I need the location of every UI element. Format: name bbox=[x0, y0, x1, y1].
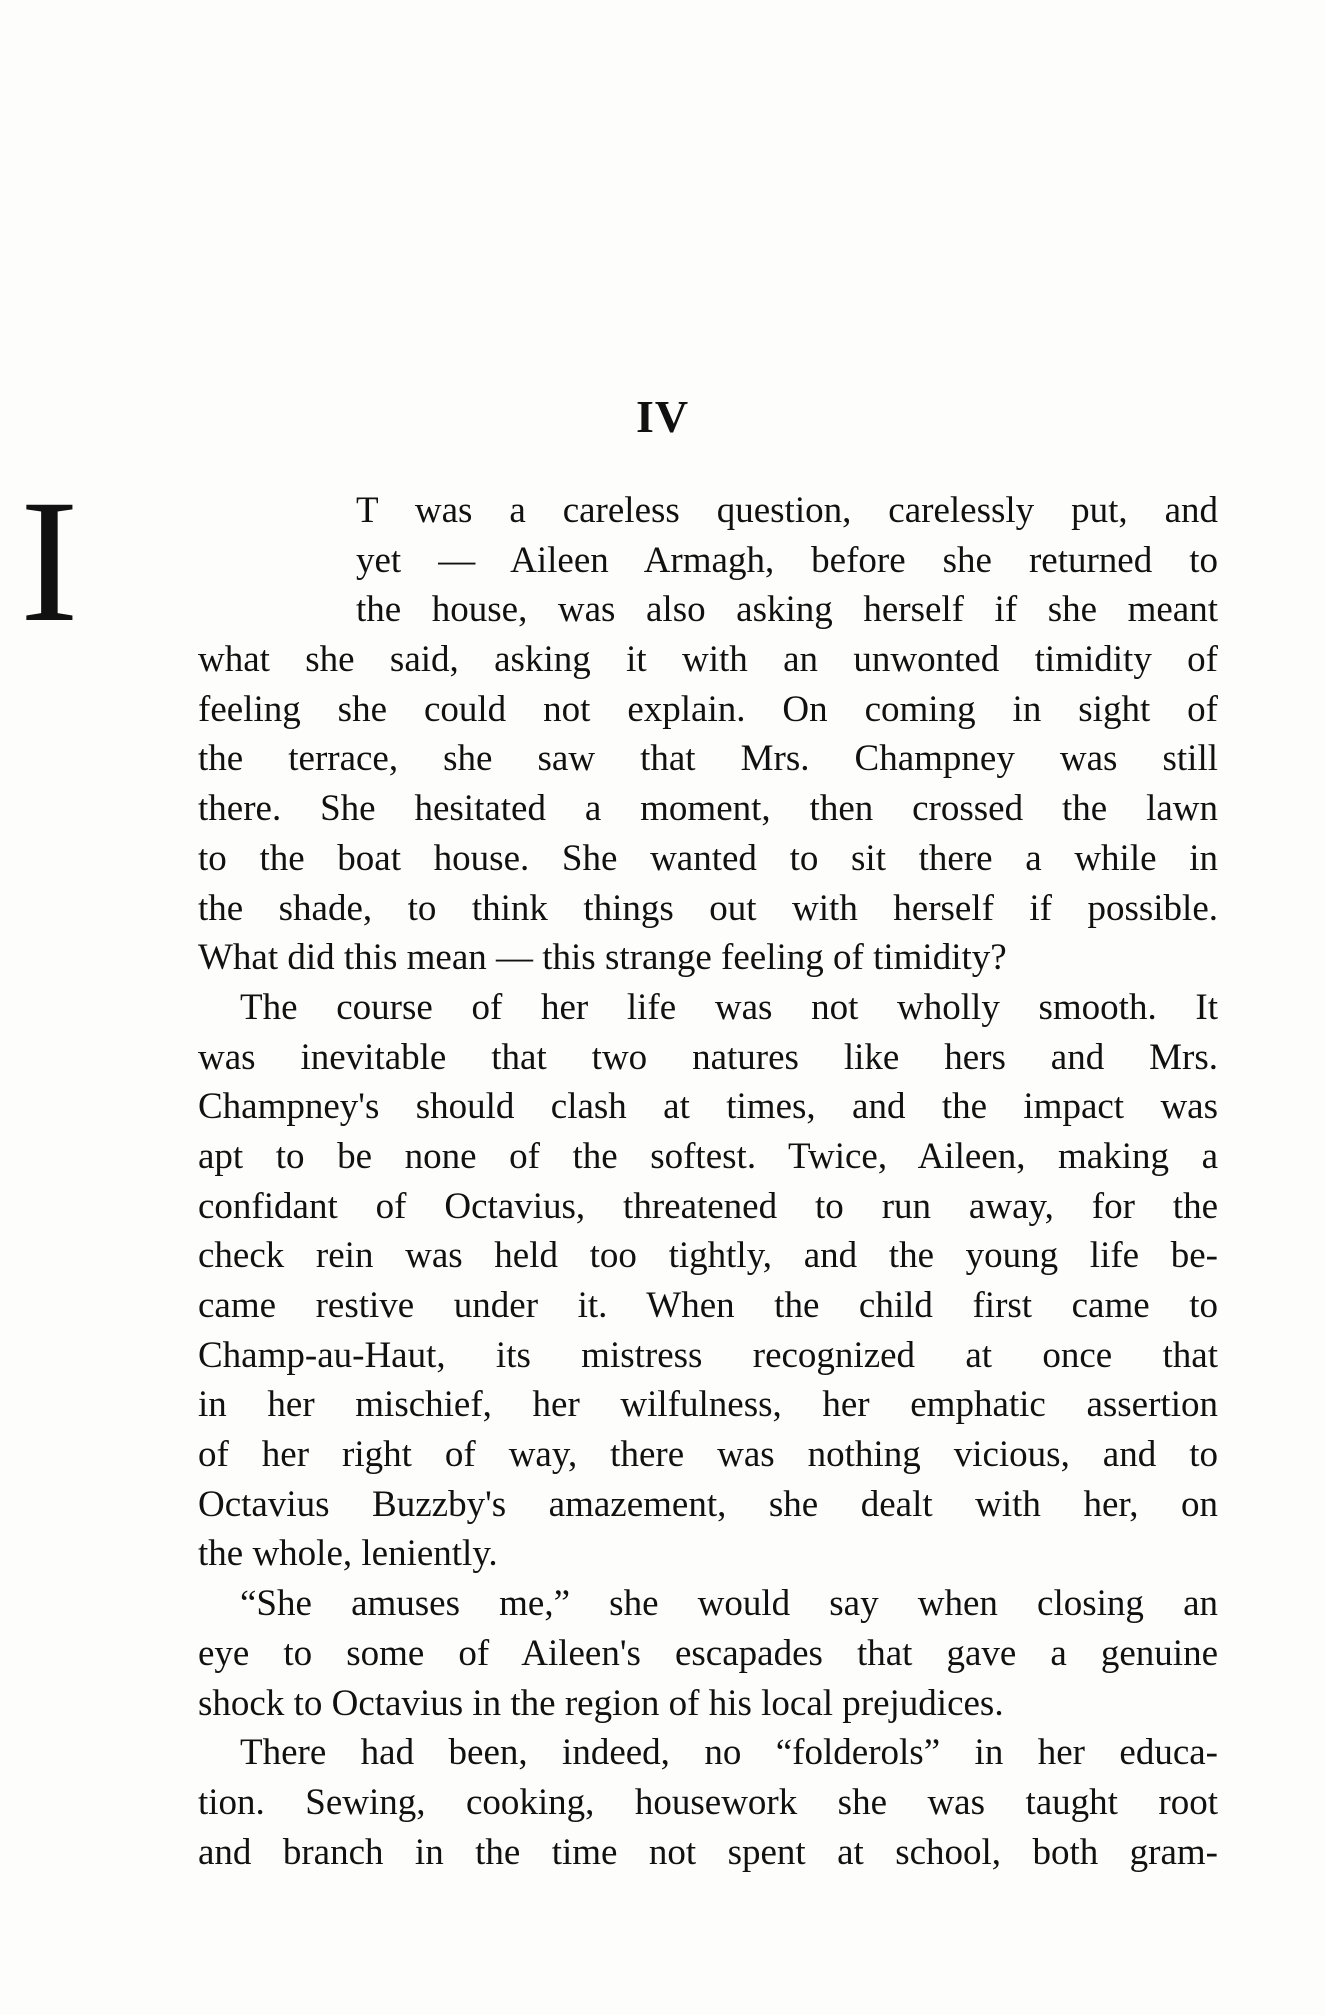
text-line: The course of her life was not wholly smooth. It bbox=[240, 986, 1218, 1028]
text-line: the shade, to think things out with herself if possible. bbox=[198, 887, 1218, 929]
text-line: and branch in the time not spent at school, both gram- bbox=[198, 1831, 1218, 1873]
text-line: came restive under it. When the child first came to bbox=[198, 1285, 1218, 1326]
text-line: confidant of Octavius, threatened to run away, for the bbox=[198, 1185, 1218, 1227]
drop-cap: I bbox=[20, 464, 79, 659]
text-line: “She amuses me,” she would say when closing an bbox=[240, 1583, 1218, 1625]
text-line: feeling she could not explain. On coming in sight of bbox=[198, 688, 1218, 730]
text-line: to the boat house. She wanted to sit there a while in bbox=[198, 837, 1218, 879]
text-line: T was a careless question, carelessly put, and bbox=[356, 490, 1218, 531]
text-line: apt to be none of the softest. Twice, Aileen, making a bbox=[198, 1135, 1218, 1177]
text-line: check rein was held too tightly, and the young life be- bbox=[198, 1235, 1218, 1277]
text-line: Octavius Buzzby's amazement, she dealt with her, on bbox=[198, 1483, 1218, 1525]
text-line: tion. Sewing, cooking, housework she was taught root bbox=[198, 1781, 1218, 1823]
text-line: Champ-au-Haut, its mistress recognized at once that bbox=[198, 1334, 1218, 1376]
text-line: the house, was also asking herself if she meant bbox=[356, 589, 1218, 631]
body-text bbox=[198, 486, 1218, 1877]
text-line: what she said, asking it with an unwonted timidity of bbox=[198, 639, 1218, 681]
text-line: of her right of way, there was nothing vicious, and to bbox=[198, 1434, 1218, 1476]
text-line: Champney's should clash at times, and the impact was bbox=[198, 1086, 1218, 1128]
text-line: yet — Aileen Armagh, before she returned to bbox=[356, 539, 1218, 581]
text-line: the whole, leniently. bbox=[198, 1533, 498, 1575]
text-line: eye to some of Aileen's escapades that gave a genuine bbox=[198, 1632, 1218, 1674]
chapter-heading: IV bbox=[635, 391, 690, 442]
text-line: there. She hesitated a moment, then crossed the lawn bbox=[198, 788, 1218, 830]
text-line: the terrace, she saw that Mrs. Champney was still bbox=[198, 738, 1218, 780]
text-line: shock to Octavius in the region of his local prejudices. bbox=[198, 1682, 1004, 1724]
text-line: was inevitable that two natures like hers and Mrs. bbox=[198, 1036, 1218, 1078]
text-line: There had been, indeed, no “folderols” in her educa- bbox=[240, 1732, 1218, 1774]
text-line: in her mischief, her wilfulness, her emphatic assertion bbox=[198, 1384, 1218, 1426]
text-line: What did this mean — this strange feeling of timidity? bbox=[198, 937, 1007, 979]
